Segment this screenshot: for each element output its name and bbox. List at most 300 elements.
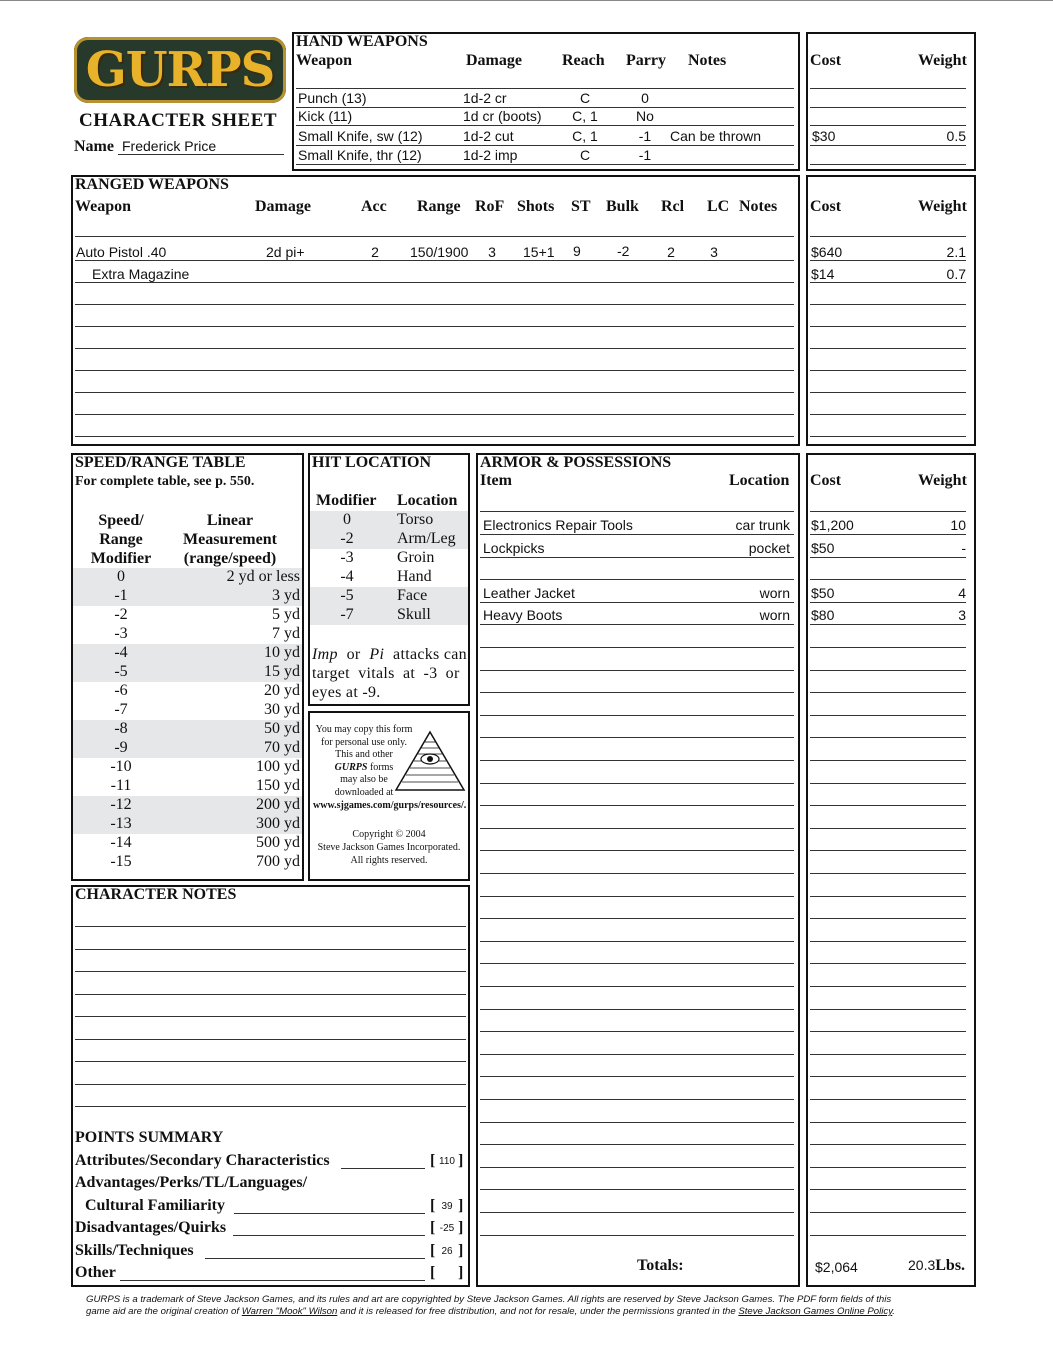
hit-location: Skull — [397, 606, 431, 623]
linear-distance: 150 yd — [256, 777, 300, 794]
rw-cost: $640 — [811, 244, 843, 260]
rule — [810, 236, 966, 237]
notes-line — [75, 971, 466, 972]
rule — [234, 1213, 425, 1214]
notes-line — [75, 1016, 466, 1017]
rule — [75, 348, 794, 349]
speed-range-subtitle: For complete table, see p. 550. — [75, 474, 255, 489]
rw-col-rcl: Rcl — [661, 198, 685, 215]
armor-col-cost: Cost — [810, 472, 842, 489]
sheet-title: CHARACTER SHEET — [79, 110, 278, 131]
hw-parry: -1 — [638, 128, 652, 144]
speed-modifier: -6 — [114, 682, 128, 699]
rule — [810, 1009, 966, 1010]
hit-modifier: 0 — [343, 511, 351, 528]
policy-link[interactable]: Steve Jackson Games Online Policy — [738, 1306, 893, 1317]
rule — [480, 647, 794, 648]
notice-line: downloaded at — [334, 786, 394, 798]
hl-col-modifier: Modifier — [316, 492, 377, 509]
hw-damage: 1d-2 cut — [463, 128, 514, 144]
name-label: Name — [74, 138, 114, 155]
rw-bulk: -2 — [617, 243, 630, 259]
rule — [296, 164, 794, 165]
rw-cost: $14 — [811, 266, 835, 282]
rule — [810, 624, 966, 625]
hit-modifier: -5 — [340, 587, 354, 604]
hw-col-parry: Parry — [626, 52, 666, 69]
possession-cost: $50 — [811, 585, 835, 601]
notice-line: This and other — [335, 749, 393, 760]
rw-acc: 2 — [371, 244, 379, 260]
rule — [480, 1167, 794, 1168]
ps-skills-value[interactable]: 26 — [441, 1246, 453, 1257]
rule — [480, 828, 794, 829]
hw-parry: -1 — [638, 147, 652, 163]
notes-line — [75, 1106, 466, 1107]
ps-other-label: Other — [75, 1264, 116, 1281]
name-field[interactable]: Frederick Price — [122, 138, 217, 154]
rule — [75, 304, 794, 305]
rule — [296, 145, 794, 146]
rw-weight: 0.7 — [946, 266, 966, 282]
rule — [75, 282, 794, 283]
rule — [810, 370, 966, 371]
rw-col-weapon: Weapon — [75, 198, 132, 215]
linear-distance: 70 yd — [264, 739, 300, 756]
rw-col-bulk: Bulk — [606, 198, 639, 215]
speed-modifier: -12 — [110, 796, 132, 813]
rule — [810, 534, 966, 535]
hw-col-damage: Damage — [466, 52, 522, 69]
possession-item: Heavy Boots — [483, 607, 563, 623]
ps-advantages-value[interactable]: 39 — [441, 1201, 453, 1212]
possession-item: Lockpicks — [483, 540, 545, 556]
rule — [810, 511, 966, 512]
linear-distance: 50 yd — [264, 720, 300, 737]
ps-disadvantages-value[interactable]: -25 — [439, 1223, 455, 1234]
footer-line — [86, 1306, 976, 1318]
bracket: [ — [430, 1264, 436, 1281]
rule — [810, 326, 966, 327]
rule — [296, 88, 794, 89]
rule — [810, 1122, 966, 1123]
linear-distance: 300 yd — [256, 815, 300, 832]
rule — [810, 670, 966, 671]
ps-attributes-label: Attributes/Secondary Characteristics — [75, 1152, 330, 1169]
rule — [810, 260, 966, 261]
rule — [75, 236, 794, 237]
rule — [480, 1144, 794, 1145]
hit-modifier: -7 — [340, 606, 354, 623]
rule — [233, 1235, 425, 1236]
possession-item: Leather Jacket — [483, 585, 575, 601]
copyright-text — [311, 828, 467, 867]
linear-distance: 30 yd — [264, 701, 300, 718]
possession-location: pocket — [748, 540, 790, 556]
hit-modifier: -2 — [340, 530, 354, 547]
resources-url[interactable]: www.sjgames.com/gurps/resources/. — [313, 800, 467, 811]
rw-weapon: Extra Magazine — [92, 266, 190, 282]
rule — [120, 1280, 425, 1281]
rule — [810, 918, 966, 919]
rule — [810, 414, 966, 415]
hw-col-weight: Weight — [918, 52, 967, 69]
speed-modifier: -9 — [114, 739, 128, 756]
hw-reach: C — [579, 147, 591, 163]
speed-modifier: -2 — [114, 606, 128, 623]
speed-modifier: -10 — [110, 758, 132, 775]
rule — [810, 760, 966, 761]
rule — [296, 125, 794, 126]
rule — [480, 602, 794, 603]
speed-modifier: -3 — [114, 625, 128, 642]
rule — [480, 873, 794, 874]
rule — [480, 579, 794, 580]
rule — [480, 1054, 794, 1055]
speed-modifier: -13 — [110, 815, 132, 832]
rw-col-lc: LC — [707, 198, 730, 215]
possession-weight: 3 — [958, 607, 966, 623]
rule — [810, 1235, 966, 1236]
hw-weight: 0.5 — [946, 128, 966, 144]
rule — [480, 1122, 794, 1123]
rule — [810, 1144, 966, 1145]
rule — [810, 436, 966, 437]
rule — [810, 1099, 966, 1100]
linear-distance: 7 yd — [272, 625, 300, 642]
notice-line: for personal use only. — [321, 736, 407, 748]
col1-line: Speed/ — [98, 512, 144, 529]
hw-reach: C, 1 — [572, 128, 598, 144]
col2-line: Measurement — [183, 531, 277, 548]
linear-distance: 500 yd — [256, 834, 300, 851]
total-weight: 20.3 — [908, 1257, 936, 1273]
rule — [810, 737, 966, 738]
rule — [810, 107, 966, 108]
rule — [810, 805, 966, 806]
hand-weapons-title: HAND WEAPONS — [296, 33, 428, 50]
rule — [205, 1258, 425, 1259]
possession-location: worn — [759, 585, 790, 601]
speed-modifier: 0 — [117, 568, 125, 585]
rw-col-weight: Weight — [918, 198, 967, 215]
total-weight-group — [908, 1257, 965, 1275]
hw-reach: C — [579, 90, 591, 106]
hit-location: Face — [397, 587, 428, 604]
ps-attributes-value[interactable]: 110 — [439, 1156, 455, 1167]
note-imp: Imp — [312, 646, 338, 663]
rule — [480, 896, 794, 897]
linear-distance: 5 yd — [272, 606, 300, 623]
possession-weight: - — [961, 540, 966, 556]
possession-weight: 4 — [958, 585, 966, 601]
bracket: ] — [458, 1264, 464, 1281]
rule — [75, 260, 794, 261]
note-pi: Pi — [369, 646, 385, 663]
rule — [810, 783, 966, 784]
rule — [480, 1099, 794, 1100]
rule — [480, 805, 794, 806]
rule — [480, 534, 794, 535]
gurps-logo-text: GURPS — [85, 42, 275, 98]
col1-line: Range — [99, 531, 143, 548]
hit-location: Arm/Leg — [397, 530, 456, 547]
rw-st: 9 — [573, 243, 581, 259]
linear-distance: 20 yd — [264, 682, 300, 699]
hw-notes: Can be thrown — [670, 128, 762, 144]
rule — [480, 963, 794, 964]
speed-range-col1-header — [73, 511, 169, 568]
rule — [810, 715, 966, 716]
ps-advantages-label: Advantages/Perks/TL/Languages/ — [75, 1174, 308, 1191]
rule — [810, 1054, 966, 1055]
rule — [480, 1009, 794, 1010]
rw-range: 150/1900 — [410, 244, 469, 260]
rw-col-acc: Acc — [361, 198, 387, 215]
totals-label: Totals: — [637, 1257, 684, 1274]
hw-reach: C, 1 — [572, 108, 598, 124]
hit-location-note — [312, 645, 467, 702]
rule — [480, 1031, 794, 1032]
rule — [810, 986, 966, 987]
page-top-rule — [0, 0, 1053, 1]
ranged-weapons-title: RANGED WEAPONS — [75, 176, 229, 193]
rule — [480, 760, 794, 761]
rule — [810, 392, 966, 393]
bracket: [ — [430, 1219, 436, 1236]
possession-weight: 10 — [950, 517, 966, 533]
linear-distance: 15 yd — [264, 663, 300, 680]
speed-modifier: -7 — [114, 701, 128, 718]
rule — [480, 1076, 794, 1077]
notes-line — [75, 926, 466, 927]
rule — [810, 282, 966, 283]
rw-col-damage: Damage — [255, 198, 311, 215]
note-line: target vitals at -3 or — [312, 665, 460, 682]
bracket: ] — [458, 1242, 464, 1259]
rule — [810, 896, 966, 897]
rule — [810, 1167, 966, 1168]
linear-distance: 10 yd — [264, 644, 300, 661]
speed-modifier: -15 — [110, 853, 132, 870]
hw-weapon: Punch (13) — [298, 90, 367, 106]
rule — [810, 348, 966, 349]
hw-parry: 0 — [641, 90, 649, 106]
ps-skills-label: Skills/Techniques — [75, 1242, 194, 1259]
rule — [810, 1076, 966, 1077]
copyright-line: Copyright © 2004 — [352, 829, 426, 840]
possession-cost: $50 — [811, 540, 835, 556]
rule — [480, 1189, 794, 1190]
linear-distance: 700 yd — [256, 853, 300, 870]
rule — [75, 392, 794, 393]
hw-damage: 1d-2 imp — [463, 147, 518, 163]
col1-line: Modifier — [90, 550, 152, 567]
speed-modifier: -5 — [114, 663, 128, 680]
hw-col-reach: Reach — [562, 52, 605, 69]
bracket: [ — [430, 1242, 436, 1259]
rule — [75, 326, 794, 327]
copyright-line: Steve Jackson Games Incorporated. — [317, 842, 461, 853]
rule — [480, 557, 794, 558]
speed-modifier: -1 — [114, 587, 128, 604]
linear-distance: 200 yd — [256, 796, 300, 813]
rule — [480, 850, 794, 851]
bracket: [ — [430, 1197, 436, 1214]
bracket: ] — [458, 1197, 464, 1214]
speed-modifier: -11 — [110, 777, 132, 794]
rule — [810, 125, 966, 126]
rw-col-shots: Shots — [517, 198, 555, 215]
rule — [480, 918, 794, 919]
hw-parry: No — [636, 108, 654, 124]
notes-line — [75, 1084, 466, 1085]
col2-line: Linear — [206, 512, 254, 529]
rule — [810, 602, 966, 603]
rw-damage: 2d pi+ — [266, 244, 305, 260]
rule — [810, 692, 966, 693]
armor-col-location: Location — [729, 472, 790, 489]
notice-line: may also be — [340, 774, 388, 785]
linear-distance: 2 yd or less — [226, 568, 300, 585]
pyramid-eye-icon — [394, 730, 466, 792]
bracket: [ — [430, 1152, 436, 1169]
rule — [810, 145, 966, 146]
notes-line — [75, 1061, 466, 1062]
hit-modifier: -4 — [340, 568, 354, 585]
possession-location: car trunk — [735, 517, 790, 533]
note-line — [312, 645, 467, 664]
bracket: ] — [458, 1219, 464, 1236]
hw-damage: 1d cr (boots) — [463, 108, 542, 124]
notes-line — [75, 1039, 466, 1040]
rule — [810, 557, 966, 558]
footer-text: game aid are the original creation of — [86, 1306, 242, 1317]
ps-disadvantages-label: Disadvantages/Quirks — [75, 1219, 227, 1236]
name-underline — [118, 154, 284, 155]
rule — [810, 1189, 966, 1190]
footer-legal — [86, 1294, 976, 1318]
hw-col-notes: Notes — [688, 52, 727, 69]
col2-line: (range/speed) — [183, 550, 277, 567]
speed-range-col2-header — [170, 511, 290, 568]
note-attacks: attacks can — [393, 646, 467, 663]
rule — [810, 850, 966, 851]
hit-modifier: -3 — [340, 549, 354, 566]
rule — [810, 1031, 966, 1032]
ps-cultural-label: Cultural Familiarity — [85, 1197, 225, 1214]
linear-distance: 100 yd — [256, 758, 300, 775]
rule — [810, 579, 966, 580]
rule — [480, 692, 794, 693]
rule — [480, 624, 794, 625]
hw-col-weapon: Weapon — [296, 52, 353, 69]
rw-col-rof: RoF — [475, 198, 505, 215]
rw-weight: 2.1 — [946, 244, 966, 260]
notice-line: You may copy this form — [315, 724, 413, 735]
rule — [480, 941, 794, 942]
linear-distance: 3 yd — [272, 587, 300, 604]
rule — [480, 715, 794, 716]
notes-line — [75, 949, 466, 950]
rw-rof: 3 — [488, 244, 496, 260]
rw-col-cost: Cost — [810, 198, 842, 215]
armor-col-item: Item — [480, 472, 512, 489]
rule — [341, 1168, 425, 1169]
rule — [810, 647, 966, 648]
rule — [810, 941, 966, 942]
rw-col-st: ST — [571, 198, 591, 215]
armor-col-weight: Weight — [918, 472, 967, 489]
rule — [810, 164, 966, 165]
rule — [810, 304, 966, 305]
hit-location: Hand — [397, 568, 432, 585]
notes-line — [75, 994, 466, 995]
rule — [480, 511, 794, 512]
notice-word: forms — [369, 761, 394, 773]
hw-col-cost: Cost — [810, 52, 842, 69]
total-cost: $2,064 — [815, 1259, 858, 1275]
rule — [480, 1235, 794, 1236]
rule — [75, 436, 794, 437]
hw-weapon: Kick (11) — [298, 108, 353, 124]
hl-col-location: Location — [397, 492, 458, 509]
rule — [480, 670, 794, 671]
rule — [480, 783, 794, 784]
rule — [480, 986, 794, 987]
rule — [810, 828, 966, 829]
rw-col-range: Range — [417, 198, 461, 215]
rw-shots: 15+1 — [523, 244, 555, 260]
rule — [810, 88, 966, 89]
points-summary-title: POINTS SUMMARY — [75, 1129, 224, 1146]
gurps-word: GURPS — [334, 761, 368, 773]
rw-weapon: Auto Pistol .40 — [76, 244, 167, 260]
note-or: or — [346, 646, 361, 663]
hw-weapon: Small Knife, sw (12) — [298, 128, 423, 144]
footer-text: and it is released for free distribution, and not for resale, under the permissions granted in the — [337, 1306, 739, 1317]
rule — [480, 1212, 794, 1213]
rule — [296, 107, 794, 108]
speed-range-title: SPEED/RANGE TABLE — [75, 454, 246, 471]
speed-modifier: -8 — [114, 720, 128, 737]
hw-cost: $30 — [812, 128, 836, 144]
speed-modifier: -4 — [114, 644, 128, 661]
hw-weapon: Small Knife, thr (12) — [298, 147, 422, 163]
speed-modifier: -14 — [110, 834, 132, 851]
copyright-line: All rights reserved. — [350, 855, 428, 866]
rule — [810, 1212, 966, 1213]
rw-lc: 3 — [710, 244, 718, 260]
hw-damage: 1d-2 cr — [463, 90, 507, 106]
possession-cost: $1,200 — [811, 517, 854, 533]
footer-text: . — [892, 1306, 895, 1317]
possession-location: worn — [759, 607, 790, 623]
rule — [810, 873, 966, 874]
character-notes-title: CHARACTER NOTES — [75, 886, 237, 903]
weight-unit: Lbs. — [935, 1257, 966, 1274]
hit-location-title: HIT LOCATION — [312, 454, 431, 471]
footer-line: GURPS is a trademark of Steve Jackson Games, and its rules and art are copyrighted by Steve Jackson Games. All rights are reserved by Steve Jackson Games. The PDF form fields of this — [86, 1294, 892, 1305]
hit-location: Groin — [397, 549, 435, 566]
author-link[interactable]: Warren "Mook" Wilson — [241, 1306, 338, 1317]
possession-cost: $80 — [811, 607, 835, 623]
hit-location: Torso — [397, 511, 434, 528]
rw-rcl: 2 — [667, 244, 675, 260]
bracket: ] — [458, 1152, 464, 1169]
rw-col-notes: Notes — [739, 198, 778, 215]
possession-item: Electronics Repair Tools — [483, 517, 633, 533]
